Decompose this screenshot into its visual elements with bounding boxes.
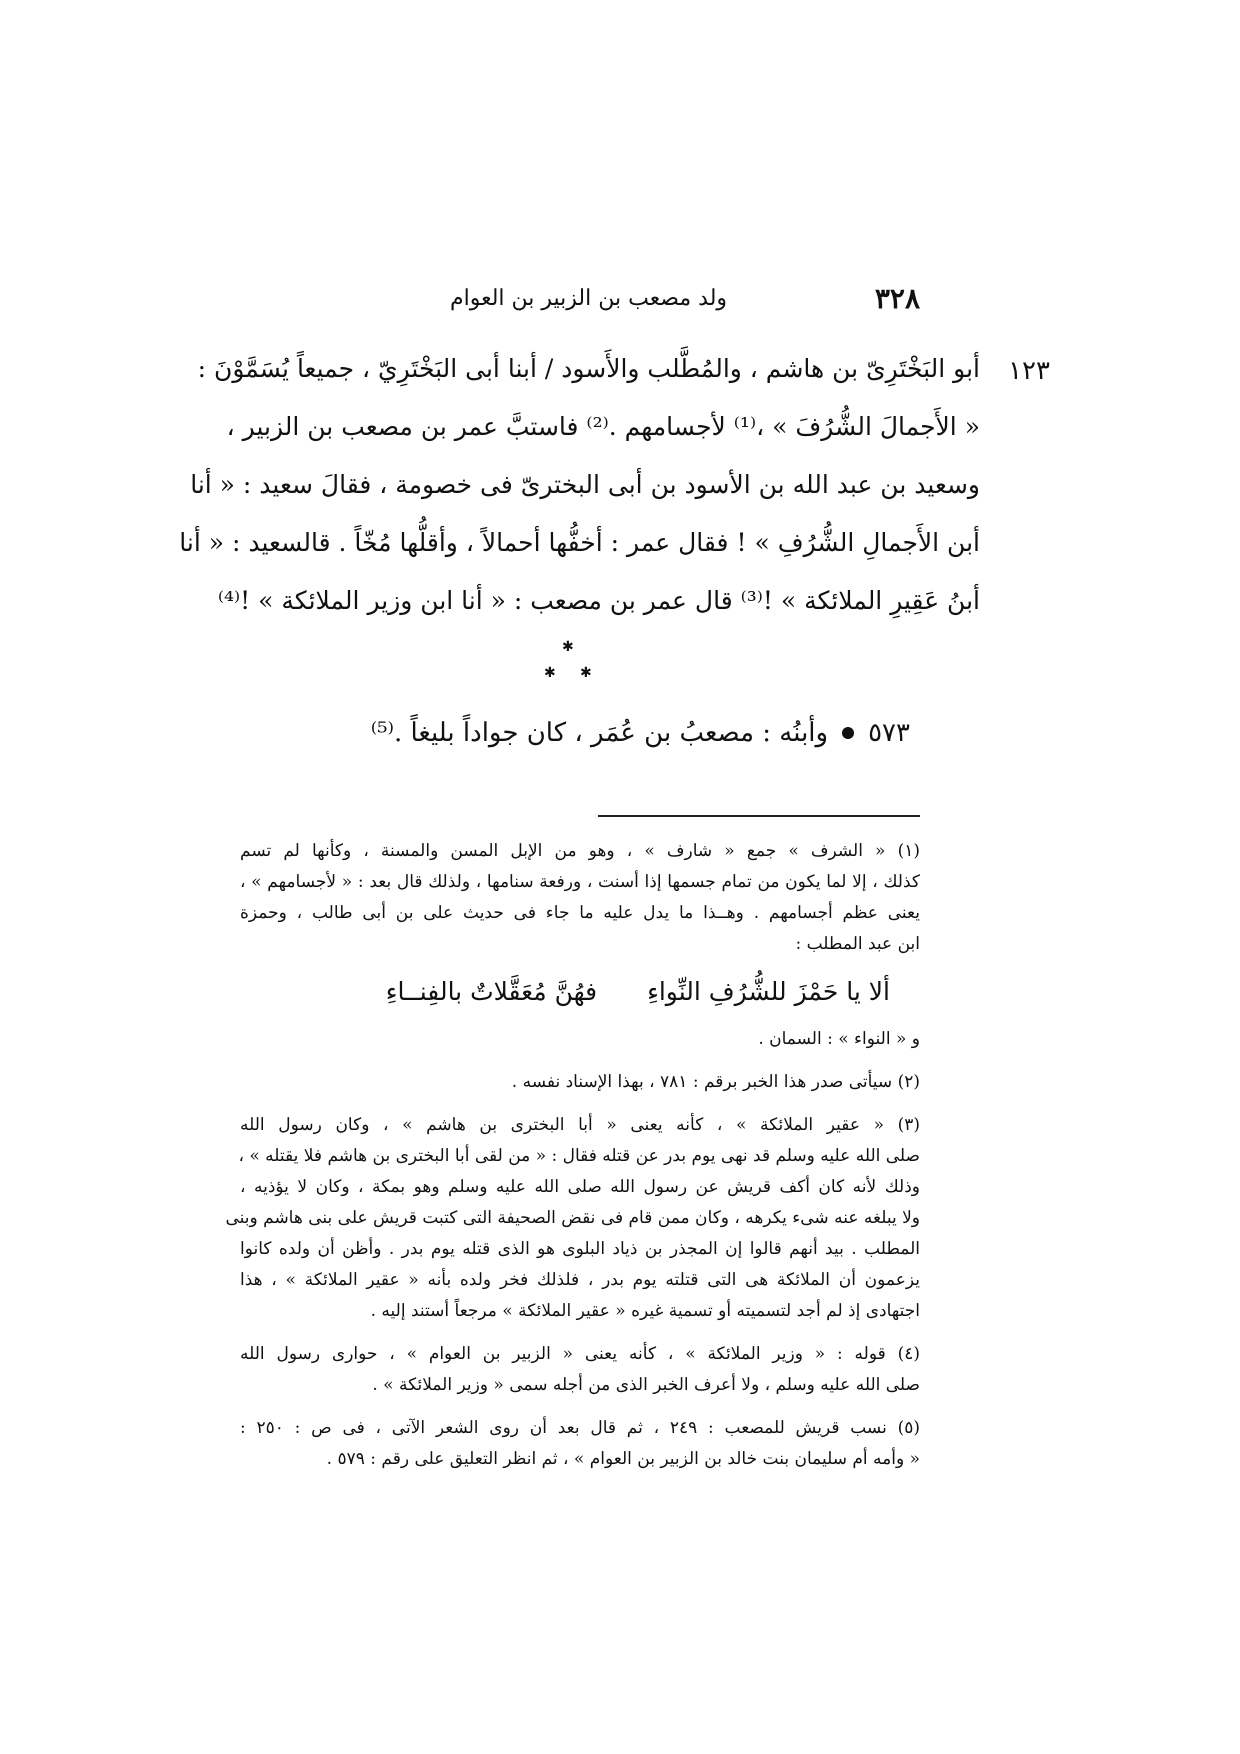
footnote-line: صلى الله عليه وسلم قد نهى يوم بدر عن قتله فقال : « من لقى أبا البخترى بن هاشم فلا يقتله » ، <box>238 1146 920 1166</box>
footnote-line: (٣) « عقير الملائكة » ، كأنه يعنى « أبا البخترى بن هاشم » ، وكان رسول الله <box>240 1115 920 1135</box>
main-text-line: وسعيد بن عبد الله بن الأسود بن أبى البخترىّ فى خصومة ، فقالَ سعيد : « أنا <box>190 470 980 499</box>
footnote-4 <box>240 1339 920 1401</box>
footnote-separator <box>598 815 920 817</box>
star-ornament: ✱ <box>544 665 556 681</box>
running-header <box>240 282 920 318</box>
main-text-line: أبن الأَجمالِ الشُّرُفِ » ! فقال عمر : أخفُّها أحمالاً ، وأقلُّها مُخّاً . قالسعيد : « أنا <box>179 528 980 557</box>
page-number: ٣٢٨ <box>874 282 920 315</box>
main-text-line: « الأَجمالَ الشُّرُفَ » ،⁽¹⁾ لأجسامهم .⁽²⁾ فاستبَّ عمر بن مصعب بن الزبير ، <box>226 412 980 441</box>
verse-first-hemistich: ألا يا حَمْزَ للشُّرُفِ النِّواءِ <box>647 977 890 1006</box>
section-number: ٥٧٣ <box>868 718 910 748</box>
running-title: ولد مصعب بن الزبير بن العوام <box>450 286 728 311</box>
footnote-line: وذلك لأنه كان أكف قريش عن رسول الله صلى الله عليه وسلم وهو بمكة ، وكان لا يؤذيه ، <box>240 1177 920 1197</box>
star-ornament: ✱ <box>562 639 574 655</box>
footnote-line: و « النواء » : السمان . <box>758 1029 920 1049</box>
footnote-line: اجتهادى إذ لم أجد لتسميته أو تسمية غيره « عقير الملائكة » مرجعاً أستند إليه . <box>370 1301 920 1321</box>
main-text-line: أبنُ عَقِيرِ الملائكة » !⁽³⁾ قال عمر بن مصعب : « أنا ابن وزير الملائكة » !⁽⁴⁾ <box>217 586 980 615</box>
entry-number: ١٢٣ <box>1008 356 1050 386</box>
poetry-verse <box>240 960 920 1024</box>
section-text: وأبنُه : مصعبُ بن عُمَر ، كان جواداً بليغاً .⁽⁵⁾ <box>370 718 829 748</box>
verse-second-hemistich: فهُنَّ مُعَقَّلاتٌ بالفِنــاءِ <box>385 977 598 1006</box>
footnotes <box>225 836 920 1475</box>
section-entry <box>371 718 910 748</box>
section-divider-stars <box>540 640 600 690</box>
footnote-line: المطلب . بيد أنهم قالوا إن المجذر بن ذياد البلوى هو الذى قتله يوم بدر . وأظن أن ولده كانوا <box>240 1239 920 1259</box>
footnote-line: ولا يبلغه عنه شىء يكرهه ، وكان ممن قام فى نقض الصحيفة التى كتبت قريش على بنى هاشم وبنى <box>225 1208 920 1228</box>
footnote-line: يزعمون أن الملائكة هى التى قتلته يوم بدر ، فلذلك فخر ولده بأنه « عقير الملائكة » ، هذا <box>240 1270 920 1290</box>
main-text-line: أبو البَخْتَرِىّ بن هاشم ، والمُطَّلب والأَسود / أبنا أبى البَخْتَرِيّ ، جميعاً يُسَمَّوْنَ : <box>197 354 980 383</box>
footnote-line: يعنى عظم أجسامهم . وهــذا ما يدل عليه ما جاء فى حديث على بن أبى طالب ، وحمزة <box>240 903 920 923</box>
footnote-line: (١) « الشرف » جمع « شارف » ، وهو من الإبل المسن والمسنة ، وكأنها لم تسم <box>240 841 920 861</box>
main-text <box>179 340 1050 630</box>
footnote-3 <box>225 1110 920 1327</box>
star-ornament: ✱ <box>580 665 592 681</box>
footnote-2: (٢) سيأتى صدر هذا الخبر برقم : ٧٨١ ، بهذا الإسناد نفسه . <box>511 1072 920 1092</box>
footnote-line: ابن عبد المطلب : <box>795 934 920 954</box>
footnote-5 <box>240 1413 920 1475</box>
footnote-line: صلى الله عليه وسلم ، ولا أعرف الخبر الذى من أجله سمى « وزير الملائكة » . <box>372 1375 920 1395</box>
footnote-1 <box>240 836 920 1055</box>
footnote-line: كذلك ، إلا لما يكون من تمام جسمها إذا أسنت ، ورفعة سنامها ، ولذلك قال بعد : « لأجسامهم » ، <box>240 872 920 892</box>
footnote-line: (٤) قوله : « وزير الملائكة » ، كأنه يعنى « الزبير بن العوام » ، حوارى رسول الله <box>240 1344 920 1364</box>
footnote-line: (٥) نسب قريش للمصعب : ٢٤٩ ، ثم قال بعد أن روى الشعر الآتى ، فى ص : ٢٥٠ : <box>240 1418 920 1438</box>
bullet-icon <box>842 727 854 739</box>
footnote-line: « وأمه أم سليمان بنت خالد بن الزبير بن العوام » ، ثم انظر التعليق على رقم : ٥٧٩ . <box>326 1449 920 1469</box>
